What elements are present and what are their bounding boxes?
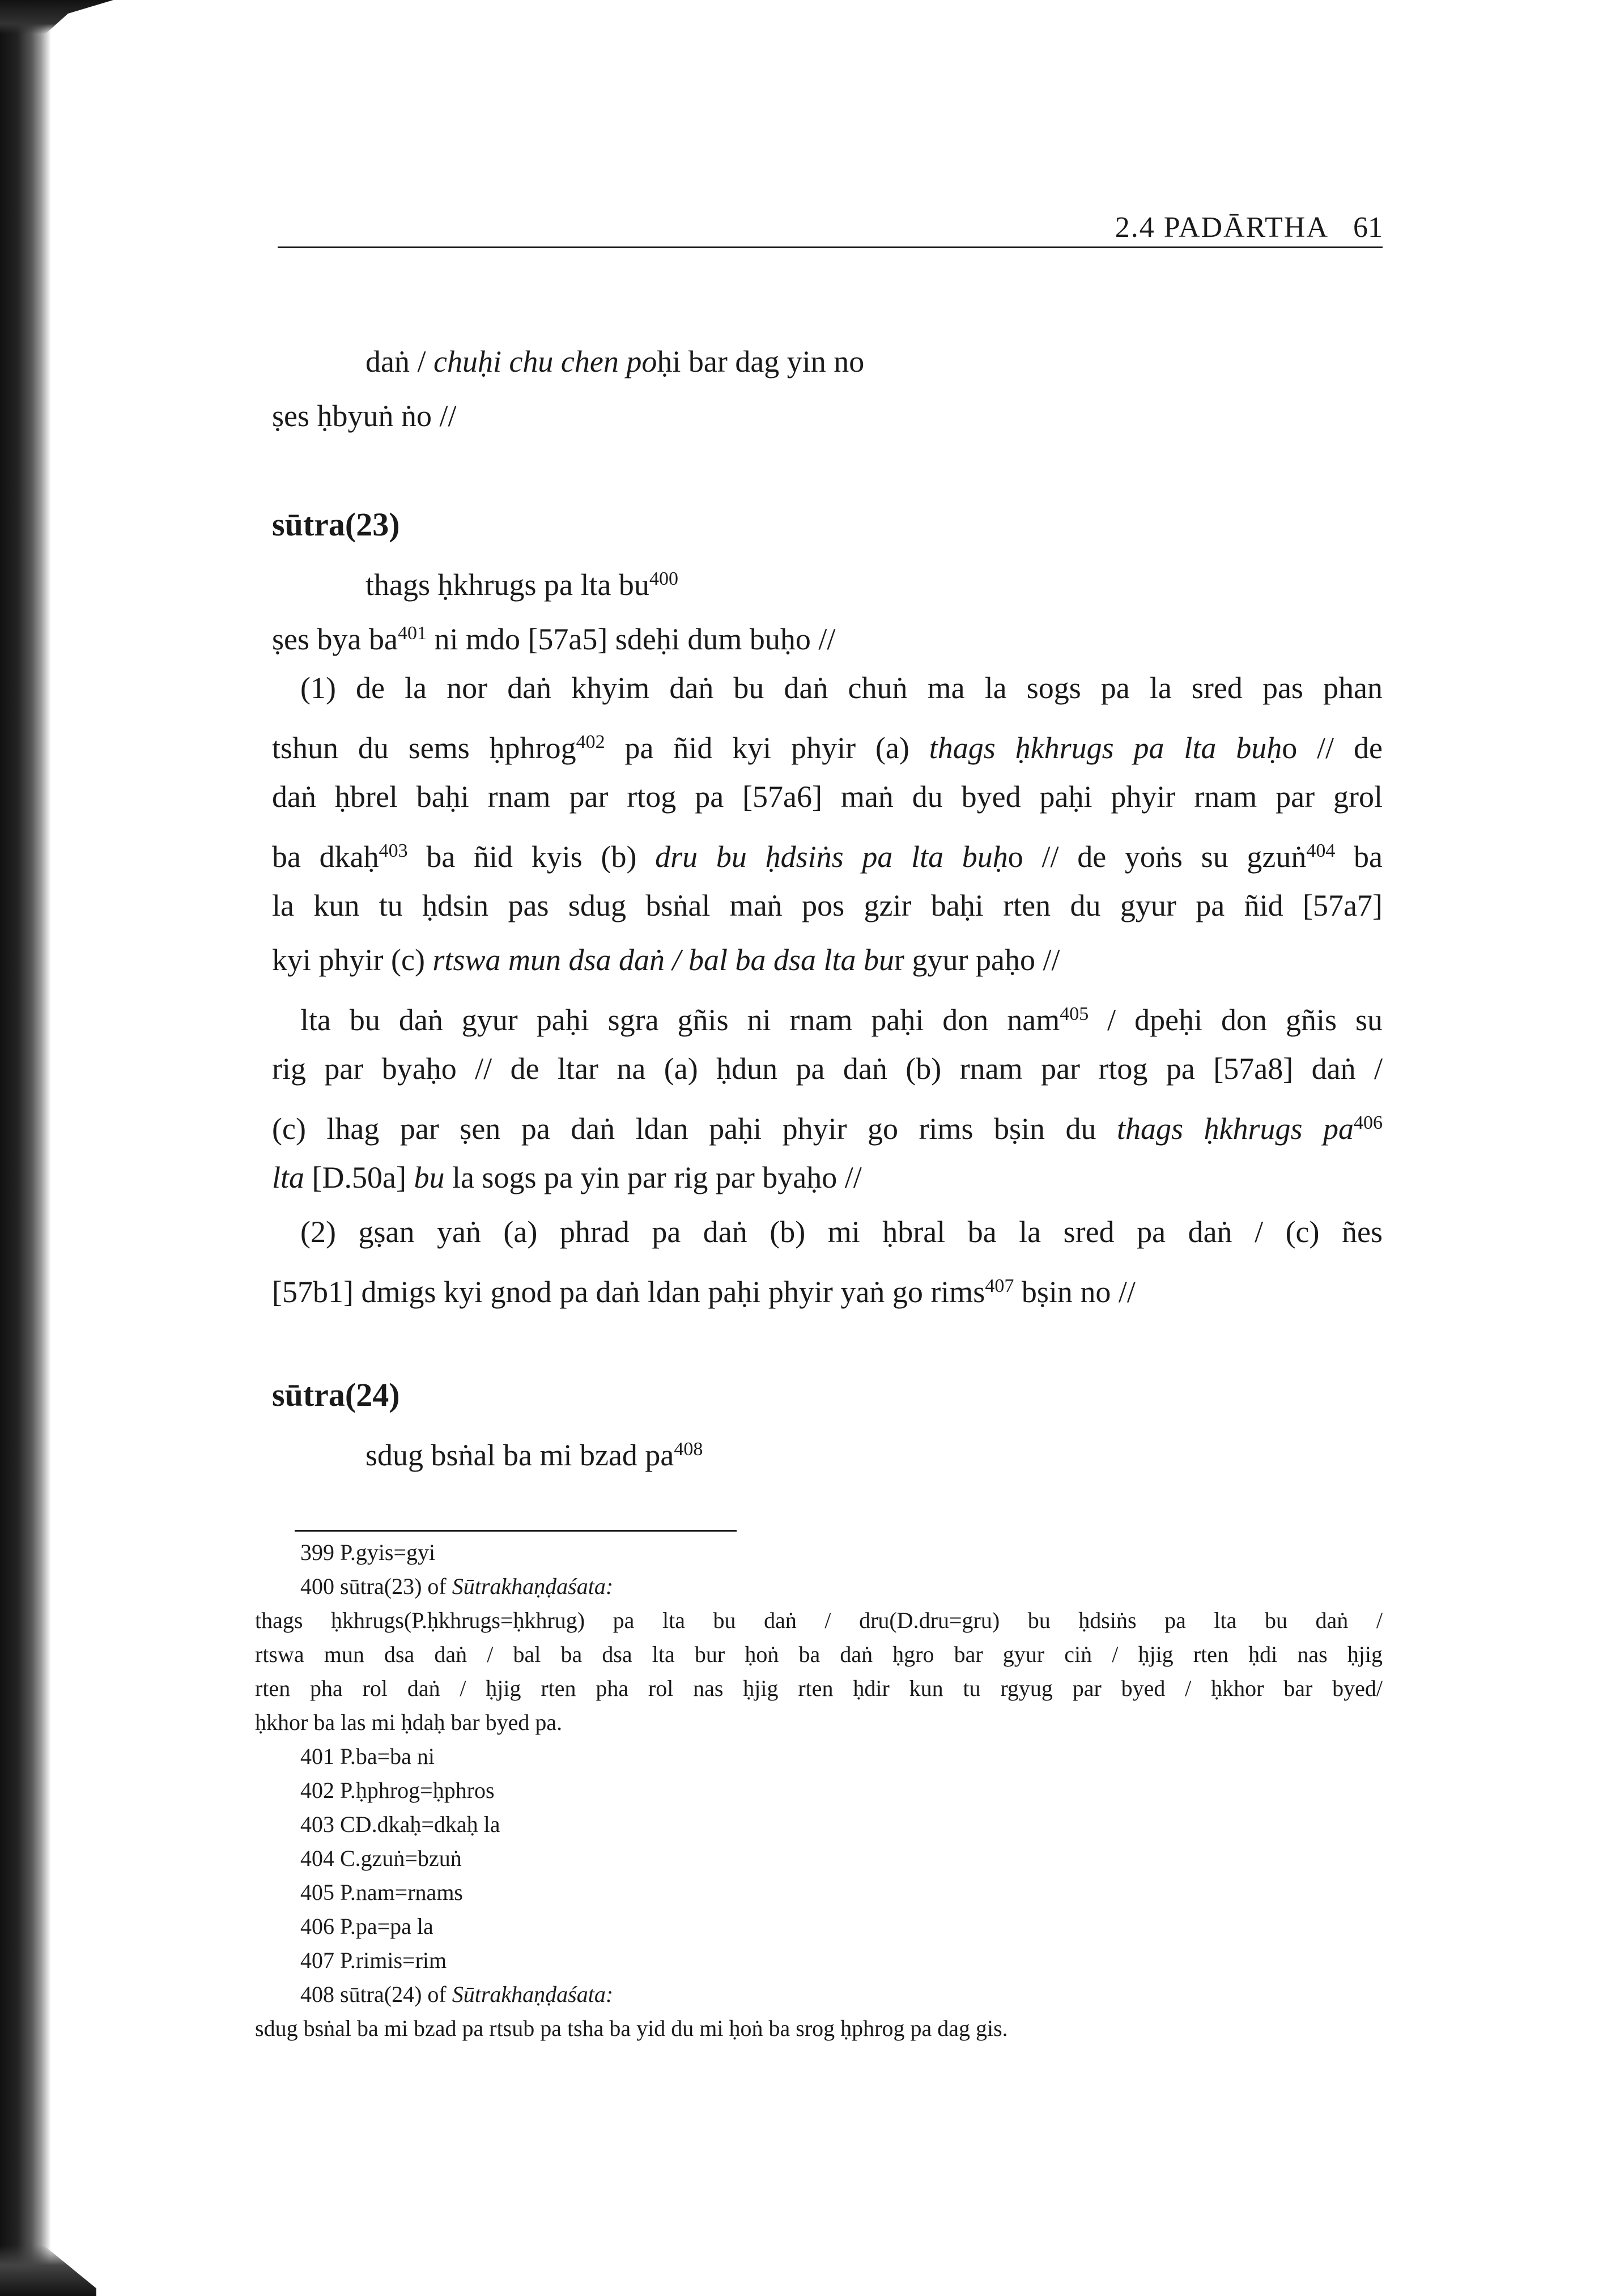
italic-term: dru bu ḥdsiṅs pa lta buḥ: [655, 840, 1008, 874]
text-span: / dpeḥi don gñis su: [1089, 1003, 1383, 1037]
spacer: [272, 443, 1383, 498]
main-text: [272, 334, 1383, 1477]
text-line: (2) gṣan yaṅ (a) phrad pa daṅ (b) mi ḥbral ba la sred pa daṅ / (c) ñes: [300, 1215, 1383, 1249]
text-span: [57b1] dmigs kyi gnod pa daṅ ldan paḥi phyir yaṅ go rims: [272, 1275, 985, 1309]
text-line: [272, 1096, 1383, 1150]
spacer: [272, 1313, 1383, 1368]
footnote-text: rtswa mun dsa daṅ / bal ba dsa lta bur ḥoṅ ba daṅ ḥgro bar gyur ciṅ / ḥjig rten ḥdi nas ḥjig: [255, 1642, 1383, 1667]
text-span: ba dkaḥ: [272, 840, 379, 874]
text-line: [272, 824, 1383, 878]
footnote-399: 399 P.gyis=gyi: [300, 1540, 436, 1565]
text-span: bṣin no //: [1014, 1275, 1136, 1309]
footnote-ref: 405: [1060, 1004, 1089, 1024]
italic-term: lta: [272, 1160, 305, 1194]
footnotes: [255, 1536, 1383, 2046]
text-span: kyi phyir (c): [272, 943, 433, 977]
footnote-ref: 406: [1354, 1112, 1383, 1133]
text-line: [272, 334, 1383, 389]
sutra-line: [272, 552, 1383, 606]
text-span: ba: [1335, 840, 1383, 874]
text-span: 400 sūtra(23) of: [300, 1574, 452, 1599]
footnote-ref: 407: [985, 1275, 1014, 1296]
italic-term: bu: [414, 1160, 445, 1194]
section-title: 2.4 PADĀRTHA: [1115, 211, 1329, 244]
text-span: ṣes bya ba: [272, 622, 398, 656]
text-line: [272, 1150, 1383, 1205]
text-span: ni mdo [57a5] sdeḥi dum buḥo //: [426, 622, 836, 656]
footnote-ref: 404: [1306, 840, 1336, 861]
text-span: o // de yoṅs su gzuṅ: [1007, 840, 1307, 874]
footnote-ref: 400: [649, 568, 678, 589]
text-span: sdug bsṅal ba mi bzad pa: [365, 1438, 674, 1472]
text-span: 408 sūtra(24) of: [300, 1982, 452, 2007]
italic-term: chuḥi chu chen po: [433, 345, 657, 379]
text-line: ṣes ḥbyuṅ ṅo //: [272, 399, 457, 433]
footnote-406: 406 P.pa=pa la: [300, 1914, 433, 1939]
text-span: thags ḥkhrugs pa lta bu: [365, 568, 649, 602]
footnote-405: 405 P.nam=rnams: [300, 1880, 463, 1905]
italic-term: rtswa mun dsa daṅ / bal ba dsa lta bu: [432, 943, 895, 977]
text-span: pa ñid kyi phyir (a): [605, 731, 929, 765]
text-span: ḥi bar dag yin no: [657, 345, 865, 379]
running-header: [278, 207, 1383, 248]
sutra-heading: sūtra(24): [272, 1376, 400, 1413]
italic-term: thags ḥkhrugs pa: [1117, 1112, 1354, 1146]
text-line: [272, 933, 1383, 987]
footnote-407: 407 P.rimis=rim: [300, 1948, 447, 1973]
italic-term: thags ḥkhrugs pa lta buḥ: [929, 731, 1282, 765]
text-line: [272, 1259, 1383, 1313]
italic-term: Sūtrakhaṇḍaśata:: [452, 1574, 614, 1599]
text-span: o // de: [1282, 731, 1383, 765]
footnote-text: thags ḥkhrugs(P.ḥkhrugs=ḥkhrug) pa lta bu daṅ / dru(D.dru=gru) bu ḥdsiṅs pa lta bu daṅ /: [255, 1608, 1383, 1633]
text-line: [272, 987, 1383, 1041]
text-span: la sogs pa yin par rig par byaḥo //: [444, 1160, 862, 1194]
text-line: la kun tu ḥdsin pas sdug bsṅal maṅ pos gzir baḥi rten du gyur pa ñid [57a7]: [272, 888, 1383, 922]
text-span: tshun du sems ḥphrog: [272, 731, 576, 765]
text-span: daṅ /: [365, 345, 433, 379]
footnote-402: 402 P.ḥphrog=ḥphros: [300, 1778, 495, 1803]
spine-top-shadow: [0, 0, 113, 34]
footnote-text: ḥkhor ba las mi ḥdaḥ bar byed pa.: [255, 1710, 563, 1735]
text-span: r gyur paḥo //: [894, 943, 1060, 977]
spine-bottom-shadow: [0, 2245, 96, 2296]
text-line: [272, 715, 1383, 769]
footnote-408: [255, 1978, 1383, 2012]
sutra-line: [272, 1422, 1383, 1477]
footnote-text: rten pha rol daṅ / ḥjig rten pha rol nas ḥjig rten ḥdir kun tu rgyug par byed / ḥkhor bar byed/: [255, 1676, 1383, 1701]
footnote-ref: 403: [379, 840, 408, 861]
text-line: daṅ ḥbrel baḥi rnam par rtog pa [57a6] maṅ du byed paḥi phyir rnam par grol: [272, 780, 1383, 814]
text-span: [D.50a]: [304, 1160, 414, 1194]
sutra-heading: sūtra(23): [272, 506, 400, 543]
footnote-400: [255, 1570, 1383, 1604]
text-span: ba ñid kyis (b): [407, 840, 656, 874]
text-span: lta bu daṅ gyur paḥi sgra gñis ni rnam paḥi don nam: [300, 1003, 1060, 1037]
footnote-404: 404 C.gzuṅ=bzuṅ: [300, 1846, 462, 1871]
footnote-ref: 402: [576, 732, 605, 752]
book-spine-shadow: [0, 0, 51, 2296]
page-number: 61: [1353, 211, 1383, 244]
footnote-401: 401 P.ba=ba ni: [300, 1744, 435, 1769]
footnote-ref: 401: [397, 623, 427, 644]
footnote-ref: 408: [674, 1439, 703, 1460]
text-line: rig par byaḥo // de ltar na (a) ḥdun pa daṅ (b) rnam par rtog pa [57a8] daṅ /: [272, 1052, 1383, 1086]
footnote-separator: [295, 1530, 737, 1532]
text-line: (1) de la nor daṅ khyim daṅ bu daṅ chuṅ ma la sogs pa la sred pas phan: [300, 671, 1383, 705]
text-line: [272, 606, 1383, 661]
text-span: (c) lhag par ṣen pa daṅ ldan paḥi phyir go rims bṣin du: [272, 1112, 1117, 1146]
italic-term: Sūtrakhaṇḍaśata:: [452, 1982, 614, 2007]
footnote-text: sdug bsṅal ba mi bzad pa rtsub pa tsha ba yid du mi ḥoṅ ba srog ḥphrog pa dag gis.: [255, 2016, 1008, 2041]
footnote-403: 403 CD.dkaḥ=dkaḥ la: [300, 1812, 500, 1837]
